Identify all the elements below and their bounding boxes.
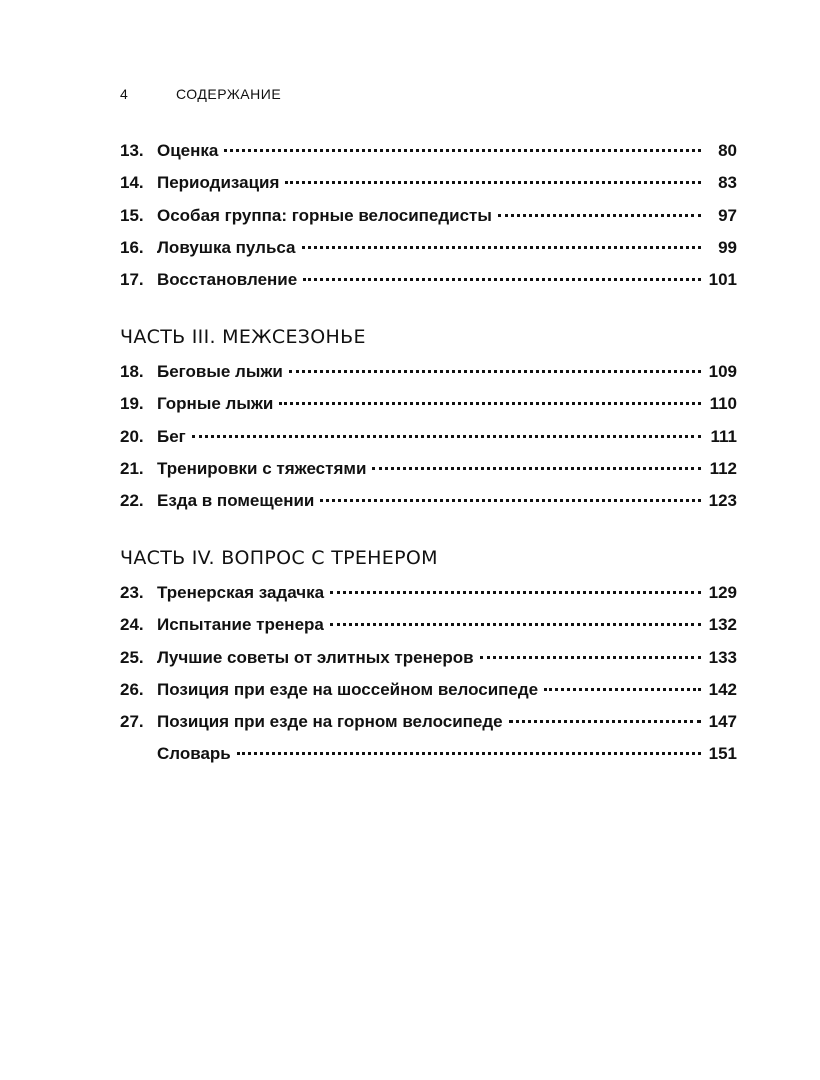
dot-leader — [289, 370, 701, 373]
entry-title: Тренерская задачка — [157, 583, 325, 602]
entry-page: 133 — [708, 647, 737, 667]
entry-number: 18. — [120, 362, 144, 381]
toc-entry[interactable] — [120, 583, 737, 615]
part-heading: ЧАСТЬ III. МЕЖСЕЗОНЬЕ — [120, 326, 366, 348]
dot-leader — [224, 149, 701, 152]
dot-leader — [302, 246, 701, 249]
entry-number: 24. — [120, 615, 144, 635]
entry-title: Восстановление — [157, 270, 298, 290]
entry-number: 14. — [120, 173, 144, 193]
entry-title: Беговые лыжи — [157, 362, 283, 381]
entry-title: Периодизация — [157, 173, 280, 193]
entry-number: 20. — [120, 426, 144, 446]
entry-page: 112 — [709, 458, 737, 478]
entry-title: Позиция при езде на горном велосипеде — [157, 712, 503, 732]
dot-leader — [544, 688, 701, 691]
entry-title: Позиция при езде на шоссейном велосипеде — [157, 679, 539, 699]
entry-title: Оценка — [157, 141, 219, 160]
entry-page: 147 — [708, 712, 737, 732]
entry-number: 21. — [120, 458, 144, 478]
running-title: СОДЕРЖАНИЕ — [176, 86, 282, 102]
entry-number: 16. — [120, 237, 144, 257]
entry-page: 129 — [708, 583, 737, 602]
entry-page: 142 — [708, 679, 737, 699]
toc-entry[interactable] — [120, 427, 737, 459]
entry-page: 132 — [708, 615, 737, 635]
toc-entry[interactable] — [120, 615, 737, 647]
entry-page: 123 — [708, 491, 737, 511]
entry-number: 19. — [120, 394, 144, 414]
dot-leader — [279, 402, 701, 405]
entry-title: Лучшие советы от элитных тренеров — [157, 647, 474, 667]
entry-title: Езда в помещении — [157, 491, 315, 511]
entry-title: Тренировки с тяжестями — [157, 458, 367, 478]
entry-number: 25. — [120, 647, 144, 667]
toc-entry[interactable] — [120, 362, 737, 394]
toc-entry[interactable] — [120, 141, 737, 173]
toc-entry-glossary[interactable] — [120, 744, 737, 776]
entry-page: 111 — [710, 426, 737, 446]
entry-page: 109 — [708, 362, 737, 381]
entry-page: 97 — [718, 205, 737, 225]
entry-page: 151 — [708, 744, 737, 764]
dot-leader — [498, 214, 701, 217]
dot-leader — [480, 656, 701, 659]
running-head — [120, 86, 281, 102]
toc-entry[interactable] — [120, 270, 737, 302]
entry-page: 80 — [718, 141, 737, 160]
toc-section-continued — [120, 141, 737, 302]
entry-title: Словарь — [157, 744, 231, 764]
entry-page: 101 — [708, 270, 737, 290]
dot-leader — [285, 181, 701, 184]
dot-leader — [303, 278, 701, 281]
toc-entry[interactable] — [120, 648, 737, 680]
entry-page: 110 — [709, 394, 737, 414]
toc-entry[interactable] — [120, 680, 737, 712]
part-heading: ЧАСТЬ IV. ВОПРОС С ТРЕНЕРОМ — [120, 547, 438, 569]
entry-number: 17. — [120, 270, 144, 290]
toc-entry[interactable] — [120, 206, 737, 238]
dot-leader — [509, 720, 701, 723]
toc-section-part-4 — [120, 546, 737, 777]
toc-entry[interactable] — [120, 712, 737, 744]
toc-entry[interactable] — [120, 394, 737, 426]
toc-section-part-3 — [120, 325, 737, 523]
page-number: 4 — [120, 86, 129, 102]
dot-leader — [192, 435, 701, 438]
entry-number: 27. — [120, 712, 144, 732]
entry-number: 13. — [120, 141, 144, 160]
entry-title: Горные лыжи — [157, 394, 274, 414]
entry-page: 83 — [718, 173, 737, 193]
toc-entry[interactable] — [120, 459, 737, 491]
toc-entry[interactable] — [120, 238, 737, 270]
entry-number: 15. — [120, 205, 144, 225]
toc-entry[interactable] — [120, 173, 737, 205]
dot-leader — [372, 467, 701, 470]
entry-number: 23. — [120, 583, 144, 602]
entry-title: Бег — [157, 426, 186, 446]
dot-leader — [330, 591, 701, 594]
entry-number: 26. — [120, 679, 144, 699]
toc-entry[interactable] — [120, 491, 737, 523]
entry-title: Ловушка пульса — [157, 237, 296, 257]
entry-title: Испытание тренера — [157, 615, 324, 635]
entry-page: 99 — [718, 237, 737, 257]
dot-leader — [330, 623, 701, 626]
dot-leader — [237, 752, 701, 755]
entry-number: 22. — [120, 491, 144, 511]
dot-leader — [320, 499, 701, 502]
entry-title: Особая группа: горные велосипедисты — [157, 205, 492, 225]
